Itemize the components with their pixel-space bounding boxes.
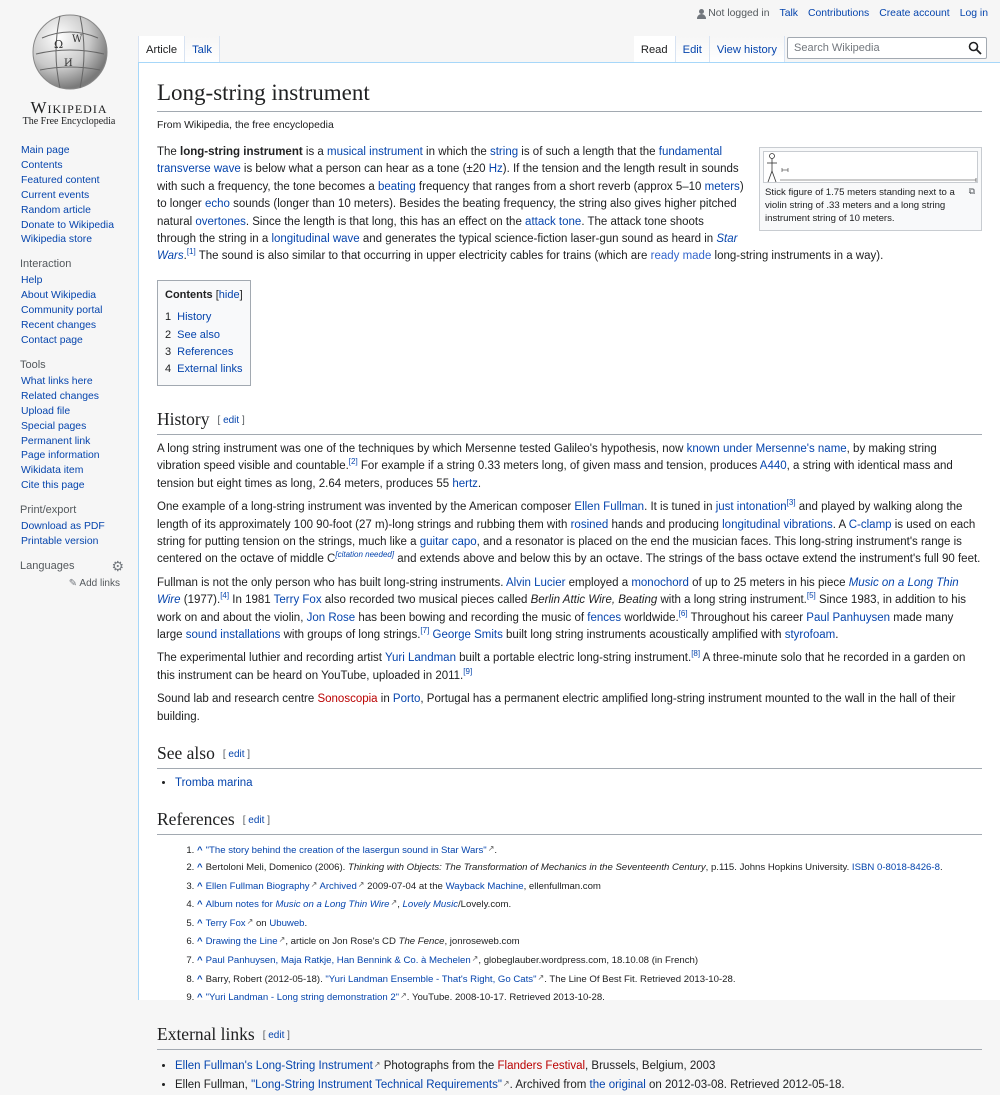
edit-section-link[interactable]: edit bbox=[248, 815, 265, 827]
citation[interactable]: [7] bbox=[420, 626, 430, 636]
logo-tagline: The Free Encyclopedia bbox=[22, 116, 116, 127]
sidebar-item-contact[interactable]: Contact page bbox=[21, 334, 83, 346]
reference-item: 6. ^ Drawing the Line ↗ , article on Jon Rose's CD The Fence, jonroseweb.com bbox=[197, 932, 982, 951]
edit-section-link[interactable]: edit bbox=[268, 1029, 285, 1041]
link[interactable]: 0-8018-8426-8 bbox=[876, 861, 940, 873]
link[interactable]: hertz bbox=[452, 477, 478, 490]
link[interactable]: Porto bbox=[392, 693, 421, 706]
toc-title: Contents [hide] bbox=[165, 288, 243, 301]
reference-item: 7. ^ Paul Panhuysen, Maja Ratkje, Han Bennink & Co. à Mechelen ↗ , globeglauber.wordpress.com, 18.10.08 (in French) bbox=[197, 951, 982, 970]
section-heading-history: History [ edit ] bbox=[157, 408, 982, 435]
section-heading-see-also: See also [ edit ] bbox=[157, 742, 982, 769]
link[interactable]: Terry Fox bbox=[273, 594, 322, 607]
tab-edit[interactable]: Edit bbox=[676, 36, 710, 62]
sidebar-item-current-events[interactable]: Current events bbox=[21, 189, 90, 201]
edit-section-link[interactable]: edit bbox=[223, 414, 240, 426]
sidebar-item-related-changes[interactable]: Related changes bbox=[21, 390, 99, 402]
view-tabs bbox=[634, 36, 785, 62]
toc-item[interactable]: 3 References bbox=[165, 346, 234, 359]
history-paragraph: A long string instrument was one of the techniques by which Mersenne tested Galileo's hypothesis, now known under Mersenne's name, by making string vibration speed visible and countable.[2] For example if a string 0.33 meters long, of given mass and tension, produces A440, a string with identical mass and tension but eight times as long, 2.64 meters, produces 55 hertz. bbox=[157, 442, 953, 490]
namespace-tabs bbox=[138, 36, 220, 62]
pencil-icon: ✎ bbox=[68, 577, 78, 589]
citation[interactable]: [1] bbox=[186, 247, 196, 257]
toc-item[interactable]: 2 See also bbox=[165, 328, 220, 341]
sidebar-item-donate[interactable]: Donate to Wikipedia bbox=[21, 219, 114, 231]
link[interactable]: Music on a Long Thin Wire bbox=[157, 576, 959, 607]
redlink[interactable]: Sonoscopia bbox=[317, 693, 378, 706]
reference-item: 8. ^ Barry, Robert (2012-05-18). "Yuri Landman Ensemble - That's Right, Go Cats" ↗ . The Line Of Best Fit. Retrieved 2013-10-28. bbox=[197, 970, 982, 989]
link[interactable]: "The story behind the creation of the lasergun sound in Star Wars" ↗ bbox=[206, 845, 495, 856]
edit-section-link[interactable]: edit bbox=[228, 748, 245, 760]
add-links-link[interactable]: Add links bbox=[79, 577, 120, 589]
link[interactable]: longitudinal vibrations bbox=[722, 518, 833, 531]
create-account-link[interactable]: Create account bbox=[879, 8, 950, 19]
sidebar-heading-tools: Tools bbox=[20, 358, 46, 371]
link[interactable]: ISBN bbox=[851, 861, 875, 873]
link[interactable]: Wayback Machine bbox=[445, 880, 524, 892]
link[interactable]: known under Mersenne's name bbox=[686, 442, 847, 455]
link[interactable]: C-clamp bbox=[848, 518, 892, 531]
article-body bbox=[157, 144, 982, 1095]
site-subtitle: From Wikipedia, the free encyclopedia bbox=[157, 120, 334, 131]
content-area bbox=[138, 62, 1000, 1092]
log-in-link[interactable]: Log in bbox=[959, 8, 988, 19]
link[interactable]: "Yuri Landman Ensemble - That's Right, Go Cats" ↗ bbox=[325, 974, 544, 985]
sidebar-tools bbox=[0, 359, 138, 494]
history-paragraph: Sound lab and research centre Sonoscopia in Porto, Portugal has a permanent electric amplified long-string instrument mounted to the wall in the hall of their building. bbox=[157, 693, 956, 723]
sidebar-navigation bbox=[0, 138, 138, 248]
sidebar-item-about[interactable]: About Wikipedia bbox=[21, 290, 97, 302]
toc-hide-link[interactable]: hide bbox=[218, 288, 240, 301]
see-also-list bbox=[175, 775, 982, 792]
link[interactable]: string bbox=[489, 146, 519, 158]
reference-item: 5. ^ Terry Fox ↗ on Ubuweb. bbox=[197, 914, 982, 933]
not-logged-in-label: Not logged in bbox=[708, 8, 770, 19]
citation[interactable]: [8] bbox=[691, 649, 701, 659]
sidebar-item-main-page[interactable]: Main page bbox=[21, 145, 70, 156]
sidebar-item-download-pdf[interactable]: Download as PDF bbox=[21, 521, 105, 533]
sidebar-item-contents[interactable]: Contents bbox=[21, 159, 63, 171]
link[interactable]: fundamental transverse wave bbox=[157, 146, 723, 176]
link[interactable]: George Smits bbox=[432, 628, 503, 641]
gear-icon[interactable]: ⚙ bbox=[111, 557, 124, 574]
tab-article[interactable]: Article bbox=[139, 36, 185, 62]
stick-figure-diagram bbox=[764, 152, 979, 184]
link[interactable]: meters bbox=[704, 180, 740, 193]
link[interactable]: A440 bbox=[759, 460, 787, 473]
sidebar-item-community-portal[interactable]: Community portal bbox=[21, 305, 103, 317]
citation[interactable]: [6] bbox=[678, 608, 688, 618]
references-list bbox=[157, 841, 982, 1006]
sidebar-item-featured-content[interactable]: Featured content bbox=[21, 174, 100, 186]
link[interactable]: overtones bbox=[195, 215, 246, 228]
svg-text:Ω: Ω bbox=[54, 38, 64, 51]
citation[interactable]: [2] bbox=[348, 457, 358, 467]
sidebar-item-page-information[interactable]: Page information bbox=[21, 450, 100, 462]
link[interactable]: monochord bbox=[631, 576, 689, 589]
puzzle-globe-icon bbox=[30, 12, 110, 92]
link[interactable]: rosined bbox=[570, 518, 609, 531]
link[interactable]: "Yuri Landman - Long string demonstration 2" ↗ bbox=[206, 992, 407, 1003]
citation-needed[interactable]: [citation needed] bbox=[335, 550, 395, 560]
sidebar-item-permanent-link[interactable]: Permanent link bbox=[21, 435, 91, 447]
link[interactable]: Paul Panhuysen bbox=[806, 611, 891, 624]
citation[interactable]: [9] bbox=[463, 666, 473, 676]
thumbnail-image[interactable] bbox=[763, 151, 978, 183]
reference-item: 3. ^ Ellen Fullman Biography ↗ Archived ↗ 2009-07-04 at the Wayback Machine, ellenfullman.com bbox=[197, 877, 982, 896]
page-title: Long-string instrument bbox=[157, 79, 982, 112]
sidebar-item-what-links-here[interactable]: What links here bbox=[21, 375, 93, 387]
sidebar-interaction bbox=[0, 258, 138, 349]
personal-tools bbox=[697, 8, 988, 19]
link[interactable]: Yuri Landman bbox=[385, 652, 456, 665]
link[interactable]: Album notes for Music on a Long Thin Wire ↗ bbox=[206, 899, 398, 910]
enlarge-icon[interactable]: ⧉ bbox=[968, 186, 975, 196]
list-item: • Ellen Fullman's Long-String Instrument ↗ Photographs from the Flanders Festival, Brussels, Belgium, 2003 bbox=[175, 1056, 982, 1075]
history-paragraph: The experimental luthier and recording artist Yuri Landman built a portable electric long-string instrument.[8] A three-minute solo that he recorded in a garden on this instrument can be heard on YouTube, uploaded in 2011.[9] bbox=[157, 649, 966, 682]
contributions-link[interactable]: Contributions bbox=[807, 8, 870, 19]
reference-item: 4. ^ Album notes for Music on a Long Thin Wire ↗ , Lovely Music/Lovely.com. bbox=[197, 895, 982, 914]
sidebar-heading-print: Print/export bbox=[20, 504, 77, 517]
link[interactable]: Ellen Fullman Biography ↗ bbox=[206, 881, 318, 892]
link[interactable]: the original bbox=[589, 1079, 646, 1092]
link[interactable]: Hz bbox=[488, 163, 503, 176]
search-icon[interactable] bbox=[968, 41, 982, 55]
sidebar-item-cite-this-page[interactable]: Cite this page bbox=[21, 480, 85, 492]
thumbnail-caption-text: Stick figure of 1.75 meters standing next to a violin string of .33 meters and a long string instrument string of 10 meters. bbox=[765, 187, 955, 224]
list-item bbox=[175, 775, 982, 792]
svg-text:И: И bbox=[64, 58, 73, 69]
link[interactable]: Alvin Lucier bbox=[506, 576, 566, 589]
not-logged-in bbox=[697, 8, 769, 19]
reference-item: 9. ^ "Yuri Landman - Long string demonstration 2" ↗ . YouTube. 2008-10-17. Retrieved 2013-10-28. bbox=[197, 988, 982, 1007]
link[interactable]: longitudinal wave bbox=[271, 233, 360, 246]
sidebar-item-recent-changes[interactable]: Recent changes bbox=[21, 320, 97, 332]
link[interactable]: Archived ↗ bbox=[319, 881, 364, 892]
tab-talk[interactable]: Talk bbox=[185, 36, 220, 62]
tab-read[interactable]: Read bbox=[634, 36, 676, 62]
link[interactable]: beating bbox=[377, 180, 416, 193]
link[interactable]: just intonation bbox=[715, 501, 787, 514]
link[interactable]: musical instrument bbox=[326, 146, 423, 158]
reference-item: 1. ^ "The story behind the creation of the lasergun sound in Star Wars" ↗ . bbox=[197, 841, 982, 860]
link[interactable]: fences bbox=[587, 611, 622, 624]
search-input[interactable] bbox=[787, 37, 987, 59]
link[interactable]: Star Wars bbox=[157, 233, 738, 263]
link[interactable]: Drawing the Line ↗ bbox=[206, 936, 286, 947]
reference-item: 2. ^ Bertoloni Meli, Domenico (2006). Thinking with Objects: The Transformation of Mechanics in the Seventeenth Century, p.115. Johns Hopkins University. ISBN 0-8018-8426-8. bbox=[197, 860, 982, 877]
link[interactable]: Ellen Fullman bbox=[574, 501, 645, 514]
add-links[interactable] bbox=[21, 578, 138, 589]
sidebar bbox=[0, 138, 138, 599]
link[interactable]: Lovely Music bbox=[402, 899, 458, 911]
citation[interactable]: [4] bbox=[220, 591, 230, 601]
sidebar-item-upload-file[interactable]: Upload file bbox=[21, 405, 71, 417]
table-of-contents bbox=[157, 280, 251, 386]
link[interactable]: Ubuweb bbox=[269, 917, 305, 929]
toc-item[interactable]: 1 History bbox=[165, 311, 212, 324]
citation[interactable]: [5] bbox=[806, 591, 816, 601]
thumbnail bbox=[759, 147, 982, 231]
user-talk-link[interactable]: Talk bbox=[779, 8, 798, 19]
sidebar-print-export bbox=[0, 504, 138, 550]
section-heading-external-links: External links [ edit ] bbox=[157, 1023, 982, 1050]
wikipedia-logo[interactable] bbox=[10, 8, 128, 126]
link[interactable]: Paul Panhuysen, Maja Ratkje, Han Bennink & Co. à Mechelen ↗ bbox=[206, 955, 479, 966]
list-item: • Ellen Fullman, "Long-String Instrument Technical Requirements" ↗ . Archived from the original on 2012-03-08. Retrieved 2012-05-18. bbox=[175, 1075, 982, 1094]
sidebar-item-printable-version[interactable]: Printable version bbox=[21, 536, 99, 548]
sidebar-heading-interaction: Interaction bbox=[20, 258, 72, 271]
link[interactable]: "Long-String Instrument Technical Requirements" ↗ bbox=[251, 1079, 510, 1091]
sidebar-item-wikidata-item[interactable]: Wikidata item bbox=[21, 465, 84, 477]
svg-text:W: W bbox=[72, 34, 83, 45]
user-icon bbox=[697, 9, 706, 19]
sidebar-heading-languages: Languages bbox=[20, 559, 75, 572]
sidebar-languages bbox=[0, 557, 138, 589]
toc-item[interactable]: 4 External links bbox=[165, 363, 243, 376]
link[interactable]: echo bbox=[204, 198, 230, 211]
link[interactable]: guitar capo bbox=[419, 535, 477, 548]
tab-view-history[interactable]: View history bbox=[710, 36, 785, 62]
history-paragraph: One example of a long-string instrument was invented by the American composer Ellen Fullman. It is tuned in just intonation[3] and played by walking along the length of its approximately 100 90-foot (27 m)-long strings and rubbing them with rosined hands and producing longitudinal vibrations. A C-clamp is used on each string for putting tension on the strings, much like a guitar capo, and a resonator is placed on the end the musician faces. This long-string instrument's range is centered on the octave of middle C[citation needed] and extends above and below this by an octave. The strings of the bass octave extend the instrument's full 90 feet. bbox=[157, 498, 981, 566]
redlink[interactable]: Flanders Festival bbox=[497, 1059, 586, 1072]
link[interactable]: attack tone bbox=[525, 215, 582, 228]
link[interactable]: styrofoam bbox=[784, 628, 836, 641]
logo-wordmark: Wikipedia bbox=[30, 98, 108, 117]
link[interactable]: sound installations bbox=[185, 628, 281, 641]
link[interactable]: ready made bbox=[650, 250, 712, 263]
link[interactable]: Tromba marina bbox=[175, 776, 253, 789]
citation[interactable]: [3] bbox=[786, 498, 796, 508]
external-links-list bbox=[175, 1056, 982, 1095]
intro-paragraph: The long-string instrument is a musical instrument in which the string is of such a length that the fundamental transverse wave is below what a person can hear as a tone (±20 Hz). If the tension and the length result in sounds with such a frequency, the tone becomes a beating frequency that ranges from a short reverb (approx 5–10 meters) to longer echo sounds (longer than 10 meters). Besides the beating frequency, the string also gives higher pitched natural overtones. Since the length is that long, this has an effect on the attack tone. The attack tone shoots through the string in a longitudinal wave and generates the typical science-fiction laser-gun sound as heard in Star Wars.[1] The sound is also similar to that occurring in upper electricity cables for trains (which are ready made long-string instruments in a way). bbox=[157, 146, 884, 263]
link[interactable]: Jon Rose bbox=[306, 611, 356, 624]
thumbnail-caption bbox=[763, 183, 978, 227]
search-placeholder: Search Wikipedia bbox=[794, 42, 880, 54]
history-paragraph: Fullman is not the only person who has built long-string instruments. Alvin Lucier employed a monochord of up to 25 meters in his piece Music on a Long Thin Wire (1977).[4] In 1981 Terry Fox also recorded two musical pieces called Berlin Attic Wire, Beating with a long string instrument.[5] Since 1983, in addition to his work on and about the violin, Jon Rose has been bowing and recording the music of fences worldwide.[6] Throughout his career Paul Panhuysen made many large sound installations with groups of long strings.[7] George Smits built long string instruments acoustically amplified with styrofoam. bbox=[157, 576, 967, 641]
sidebar-item-random-article[interactable]: Random article bbox=[21, 204, 91, 216]
link[interactable]: Ellen Fullman's Long-String Instrument ↗ bbox=[175, 1060, 381, 1072]
sidebar-item-store[interactable]: Wikipedia store bbox=[21, 234, 93, 246]
sidebar-item-help[interactable]: Help bbox=[21, 275, 43, 287]
link[interactable]: Terry Fox ↗ bbox=[206, 918, 254, 929]
section-heading-references: References [ edit ] bbox=[157, 808, 982, 835]
sidebar-item-special-pages[interactable]: Special pages bbox=[21, 420, 87, 432]
